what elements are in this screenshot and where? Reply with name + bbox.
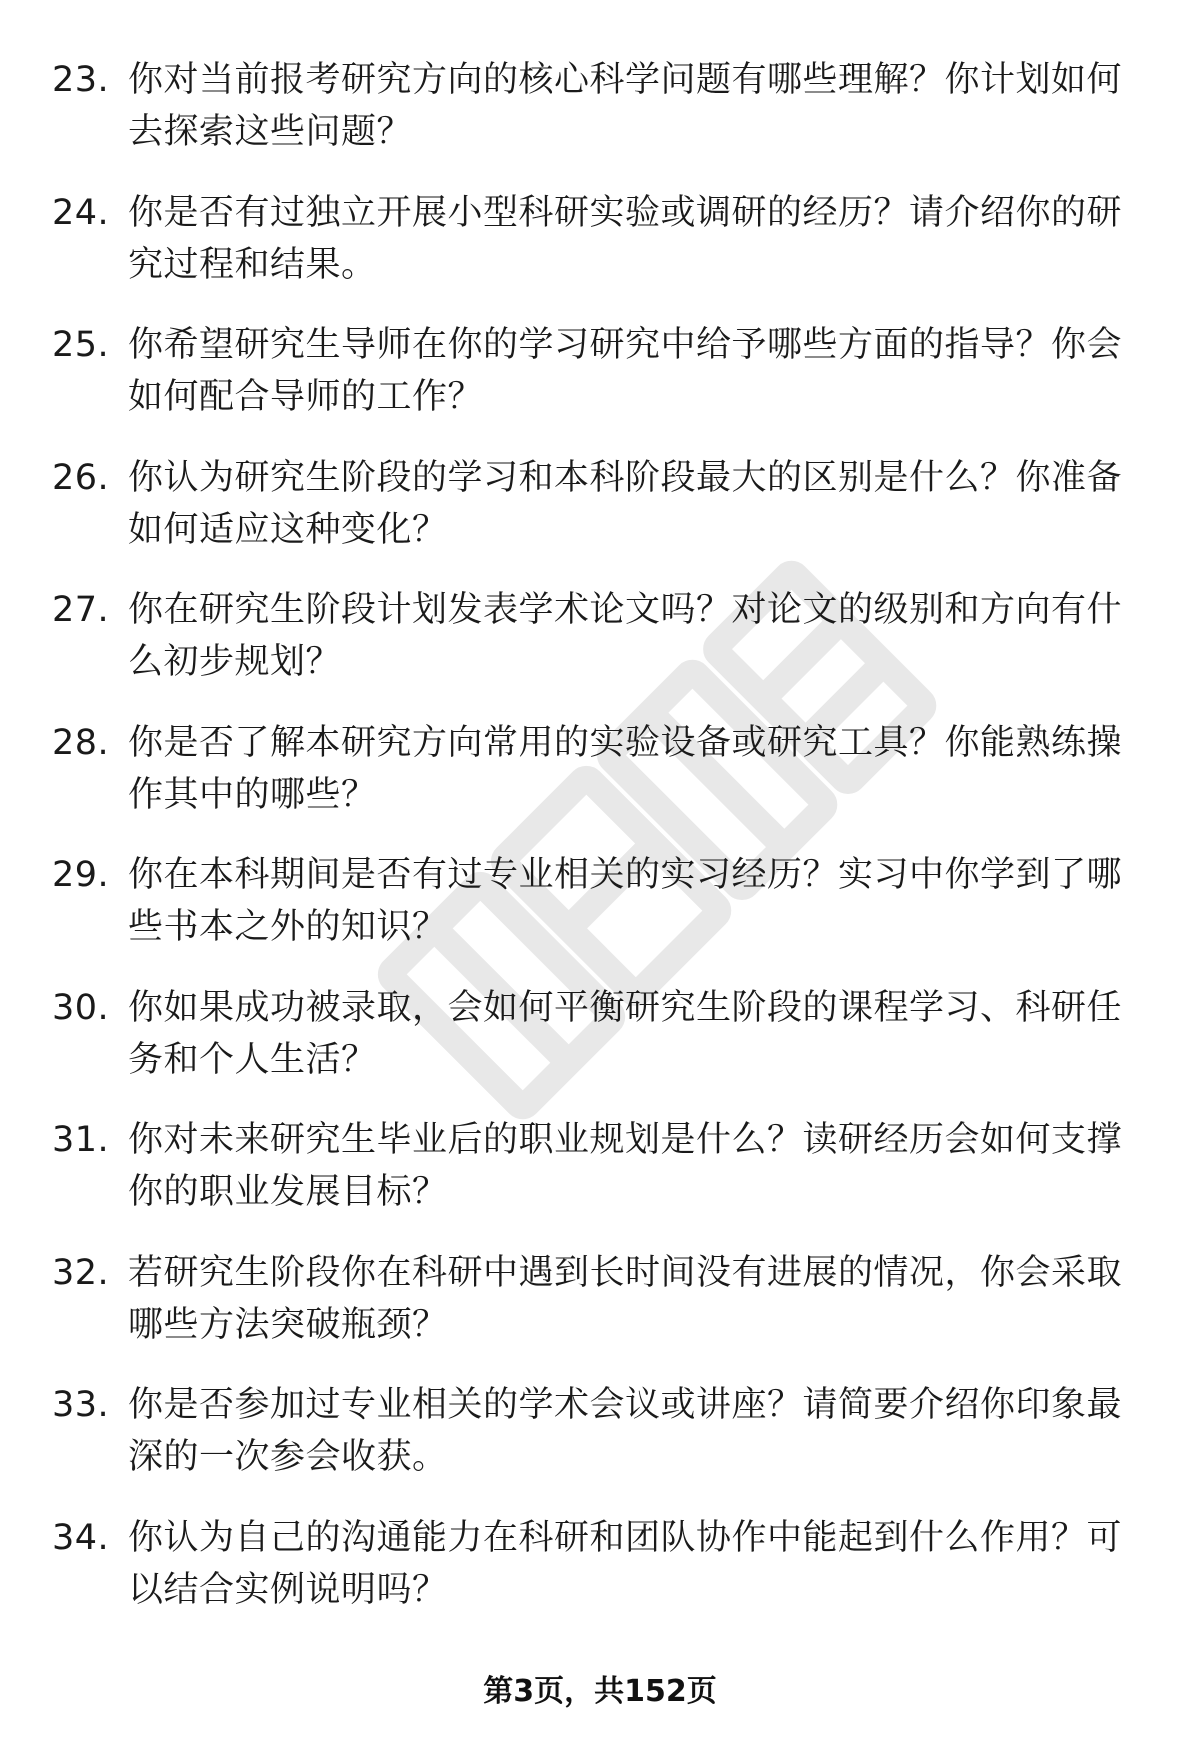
page-number-label: 第3页，共152页 <box>483 1674 717 1709</box>
question-text: 你希望研究生导师在你的学习研究中给予哪些方面的指导？你会如何配合导师的工作？ <box>128 325 1123 417</box>
question-text: 你认为研究生阶段的学习和本科阶段最大的区别是什么？你准备如何适应这种变化？ <box>128 457 1123 550</box>
question-text: 你对当前报考研究方向的核心科学问题有哪些理解？你计划如何去探索这些问题？ <box>128 60 1123 152</box>
question-number: 26. <box>52 457 110 498</box>
question-item <box>52 319 1152 423</box>
question-item <box>52 982 1152 1086</box>
question-text: 你在本科期间是否有过专业相关的实习经历？实习中你学到了哪些书本之外的知识？ <box>128 855 1123 947</box>
question-item <box>52 54 1152 158</box>
question-text: 你是否了解本研究方向常用的实验设备或研究工具？你能熟练操作其中的哪些？ <box>128 722 1123 815</box>
page-footer <box>0 1672 1200 1712</box>
question-text: 你认为自己的沟通能力在科研和团队协作中能起到什么作用？可以结合实例说明吗？ <box>128 1517 1123 1610</box>
question-item <box>52 1379 1152 1483</box>
question-text: 你在研究生阶段计划发表学术论文吗？对论文的级别和方向有什么初步规划？ <box>128 590 1123 682</box>
question-number: 31. <box>52 1120 110 1160</box>
question-number: 23. <box>52 60 110 100</box>
question-text: 你对未来研究生毕业后的职业规划是什么？读研经历会如何支撑你的职业发展目标？ <box>128 1120 1123 1212</box>
question-item <box>52 1512 1152 1616</box>
question-number: 33. <box>52 1385 110 1425</box>
question-number: 30. <box>52 987 110 1028</box>
question-item <box>52 849 1152 953</box>
question-text: 你是否参加过专业相关的学术会议或讲座？请简要介绍你印象最深的一次参会收获。 <box>128 1385 1123 1477</box>
question-number: 24. <box>52 192 110 233</box>
question-text: 你是否有过独立开展小型科研实验或调研的经历？请介绍你的研究过程和结果。 <box>128 192 1123 285</box>
question-item <box>52 584 1152 688</box>
question-item <box>52 717 1152 821</box>
question-number: 25. <box>52 325 110 365</box>
question-item <box>52 1114 1152 1218</box>
question-text: 你如果成功被录取，会如何平衡研究生阶段的课程学习、科研任务和个人生活？ <box>128 987 1123 1080</box>
question-item <box>52 187 1152 291</box>
question-number: 28. <box>52 722 110 763</box>
question-number: 27. <box>52 590 110 630</box>
question-number: 29. <box>52 855 110 895</box>
question-text: 若研究生阶段你在科研中遇到长时间没有进展的情况，你会采取哪些方法突破瓶颈？ <box>128 1252 1123 1345</box>
question-item <box>52 1247 1152 1351</box>
question-item <box>52 452 1152 556</box>
question-number: 32. <box>52 1252 110 1293</box>
question-list <box>52 54 1152 1644</box>
question-number: 34. <box>52 1517 110 1558</box>
